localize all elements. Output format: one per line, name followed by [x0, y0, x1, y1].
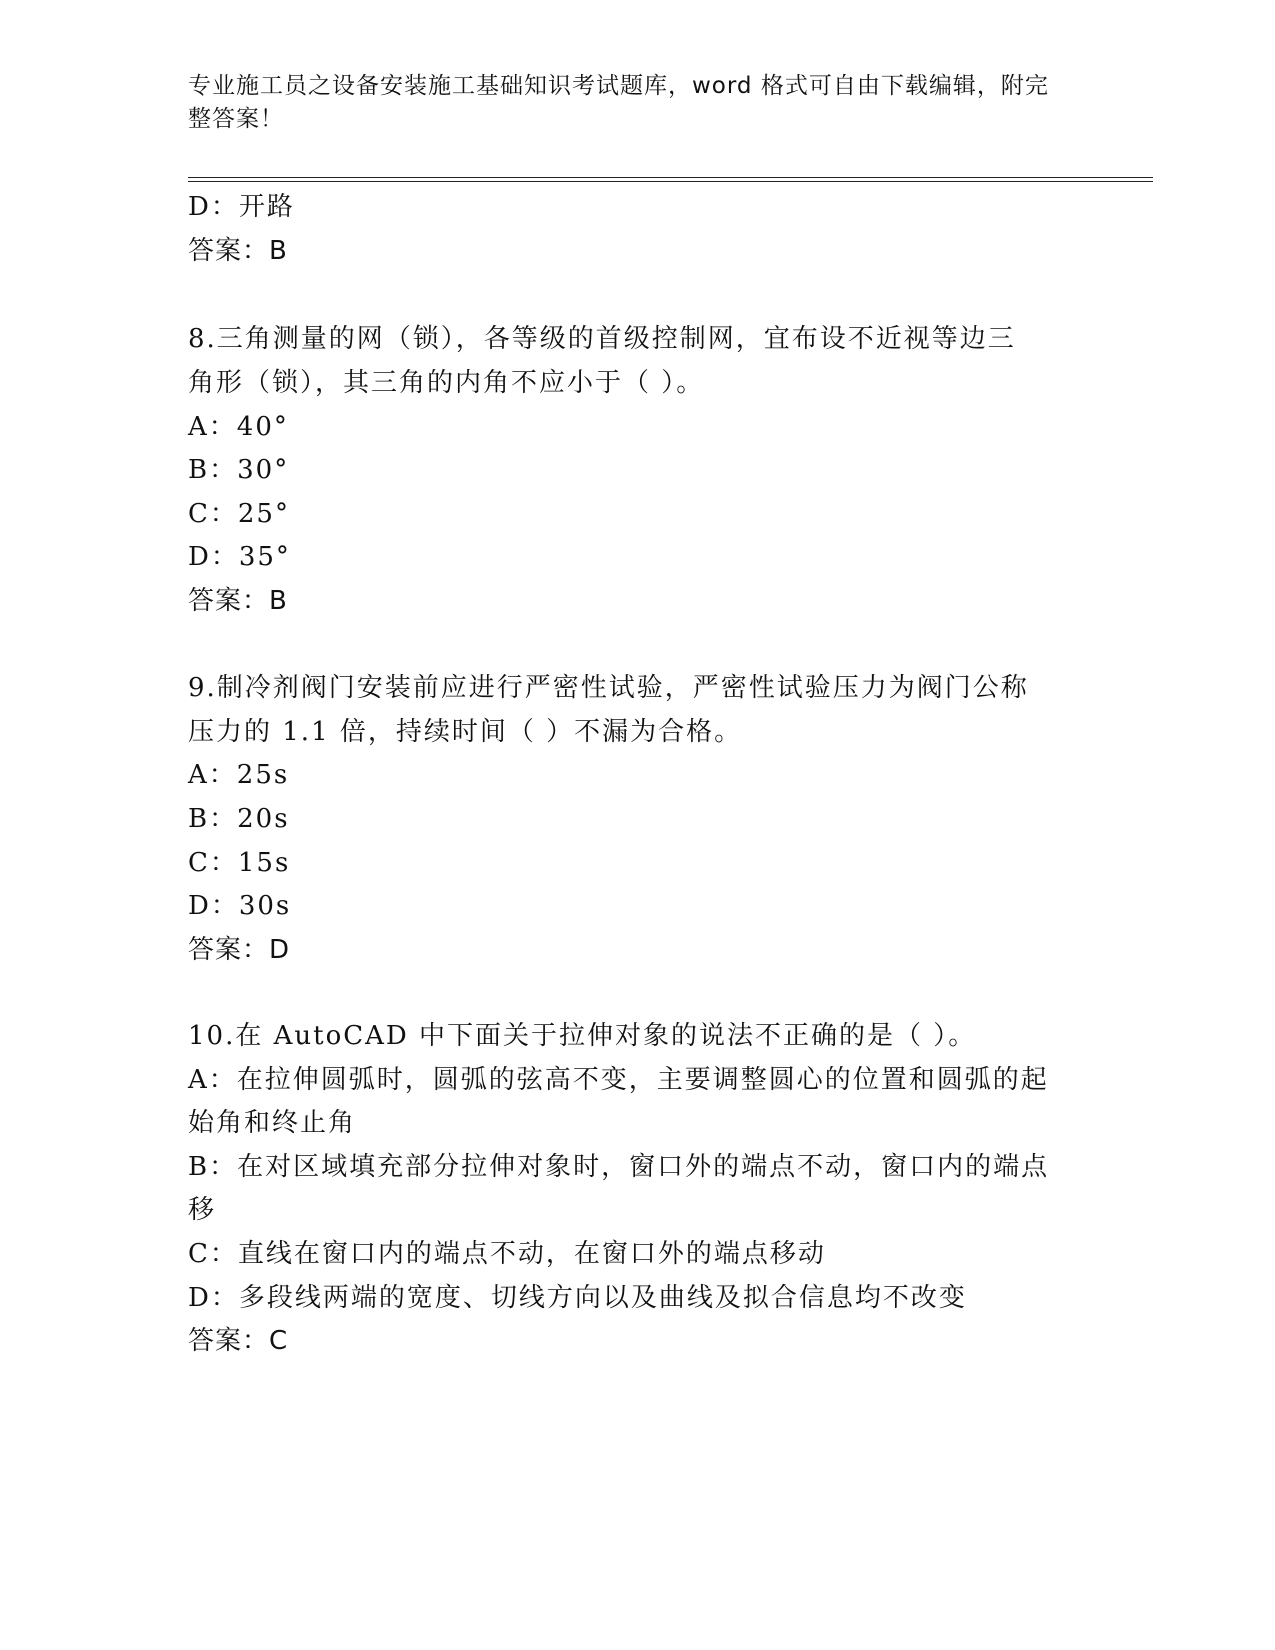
q10-stem-line-1: 10.在 AutoCAD 中下面关于拉伸对象的说法不正确的是（ ）。 — [188, 1021, 977, 1051]
q9-stem-line-2: 压力的 1.1 倍，持续时间（ ）不漏为合格。 — [188, 717, 743, 747]
q9-option-b: B：20s — [188, 804, 290, 834]
q10-option-d: D：多段线两端的宽度、切线方向以及曲线及拟合信息均不改变 — [188, 1283, 967, 1313]
q8-option-b: B：30° — [188, 455, 290, 485]
q9-answer: 答案：D — [188, 935, 291, 965]
q10-option-a-line-1: A：在拉伸圆弧时，圆弧的弦高不变，主要调整圆心的位置和圆弧的起 — [188, 1065, 1049, 1095]
q7-answer: 答案：B — [188, 236, 288, 266]
q10-option-a-line-2: 始角和终止角 — [188, 1108, 357, 1138]
q10-option-b-line-2: 移 — [188, 1195, 217, 1225]
q9-option-c: C：15s — [188, 848, 291, 878]
q7-option-d: D：开路 — [188, 192, 295, 222]
q8-option-c: C：25° — [188, 499, 290, 529]
q9-option-d: D：30s — [188, 891, 292, 921]
header-line-2: 整答案！ — [188, 106, 284, 132]
q9-option-a: A：25s — [188, 760, 290, 790]
q8-option-d: D：35° — [188, 542, 291, 572]
document-header — [188, 70, 1068, 136]
header-divider-top — [188, 177, 1153, 178]
q8-option-a: A：40° — [188, 412, 289, 442]
q10-option-b-line-1: B：在对区域填充部分拉伸对象时，窗口外的端点不动，窗口内的端点 — [188, 1152, 1050, 1182]
q8-answer: 答案：B — [188, 586, 288, 616]
header-divider-bottom — [188, 181, 1153, 182]
header-line-1: 专业施工员之设备安装施工基础知识考试题库，word 格式可自由下载编辑，附完 — [188, 73, 1049, 99]
q10-answer: 答案：C — [188, 1326, 289, 1356]
q10-option-c: C：直线在窗口内的端点不动，在窗口外的端点移动 — [188, 1239, 826, 1269]
q8-stem-line-2: 角形（锁），其三角的内角不应小于（ ）。 — [188, 368, 705, 398]
q8-stem-line-1: 8.三角测量的网（锁），各等级的首级控制网，宜布设不近视等边三 — [188, 324, 1016, 354]
q9-stem-line-1: 9.制冷剂阀门安装前应进行严密性试验，严密性试验压力为阀门公称 — [188, 673, 1029, 703]
